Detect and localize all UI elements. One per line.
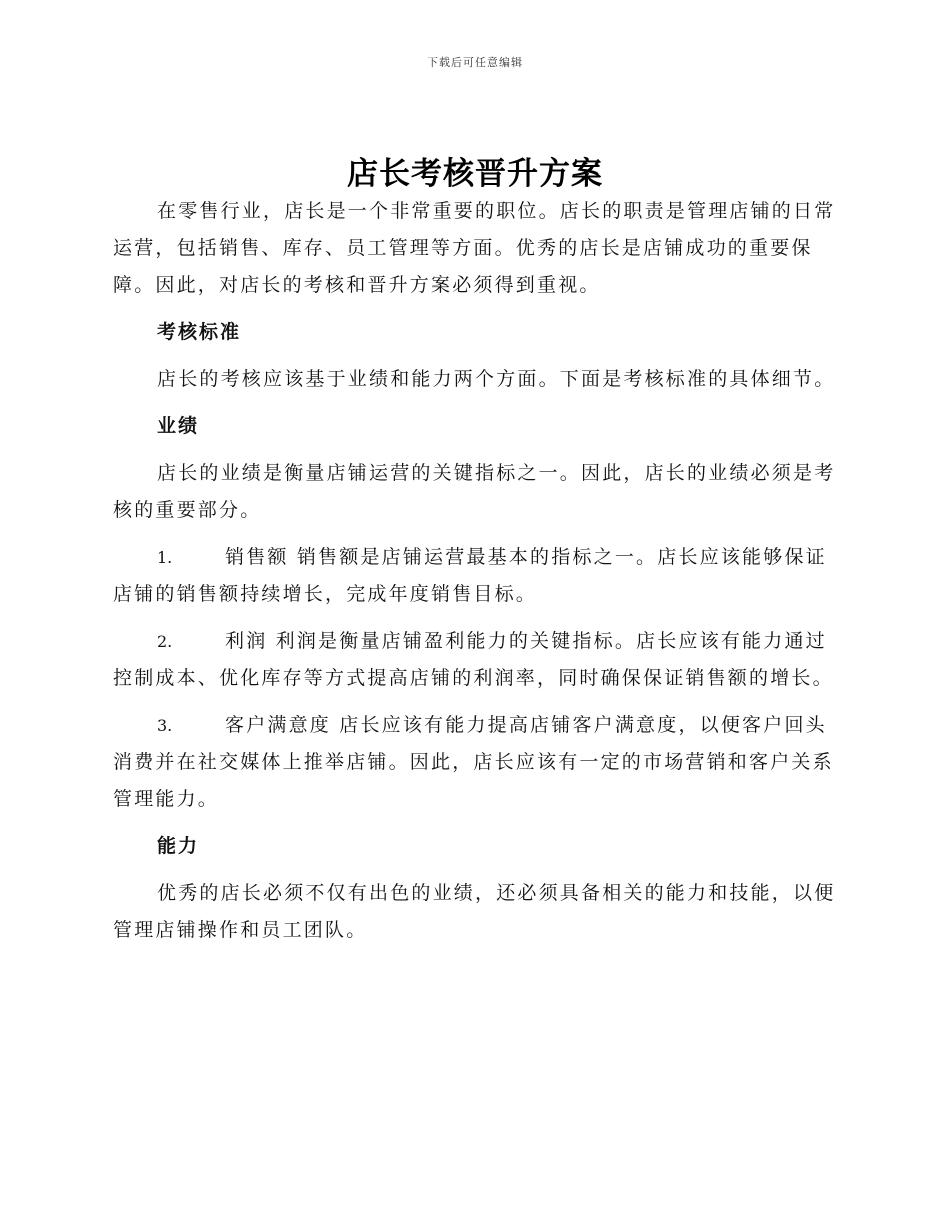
ability-paragraph: 优秀的店长必须不仅有出色的业绩，还必须具备相关的能力和技能，以便管理店铺操作和员工团队。 xyxy=(113,882,836,941)
heading-ability: 能力 xyxy=(157,835,200,857)
header-note: 下载后可任意编辑 xyxy=(427,56,523,69)
list-text: 销售额 销售额是店铺运营最基本的指标之一。店长应该能够保证店铺的销售额持续增长，完成年度销售目标。 xyxy=(113,546,827,605)
list-number: 2. xyxy=(157,632,173,651)
list-text: 客户满意度 店长应该有能力提高店铺客户满意度，以便客户回头消费并在社交媒体上推举店铺。因此，店长应该有一定的市场营销和客户关系管理能力。 xyxy=(113,714,834,810)
heading-performance: 业绩 xyxy=(157,415,200,437)
criteria-paragraph: 店长的考核应该基于业绩和能力两个方面。下面是考核标准的具体细节。 xyxy=(157,368,836,390)
intro-paragraph: 在零售行业，店长是一个非常重要的职位。店长的职责是管理店铺的日常运营，包括销售、库存、员工管理等方面。优秀的店长是店铺成功的重要保障。因此，对店长的考核和晋升方案必须得到重视。 xyxy=(113,200,836,296)
list-number: 3. xyxy=(157,716,173,735)
document-body xyxy=(113,193,841,949)
performance-paragraph: 店长的业绩是衡量店铺运营的关键指标之一。因此，店长的业绩必须是考核的重要部分。 xyxy=(113,462,836,521)
list-item xyxy=(113,539,841,613)
heading-criteria: 考核标准 xyxy=(157,321,242,343)
list-text: 利润 利润是衡量店铺盈利能力的关键指标。店长应该有能力通过控制成本、优化库存等方式提高店铺的利润率，同时确保保证销售额的增长。 xyxy=(113,630,834,689)
list-number: 1. xyxy=(157,548,173,567)
document-title: 店长考核晋升方案 xyxy=(347,156,603,192)
list-item xyxy=(113,623,841,697)
list-item xyxy=(113,707,841,818)
